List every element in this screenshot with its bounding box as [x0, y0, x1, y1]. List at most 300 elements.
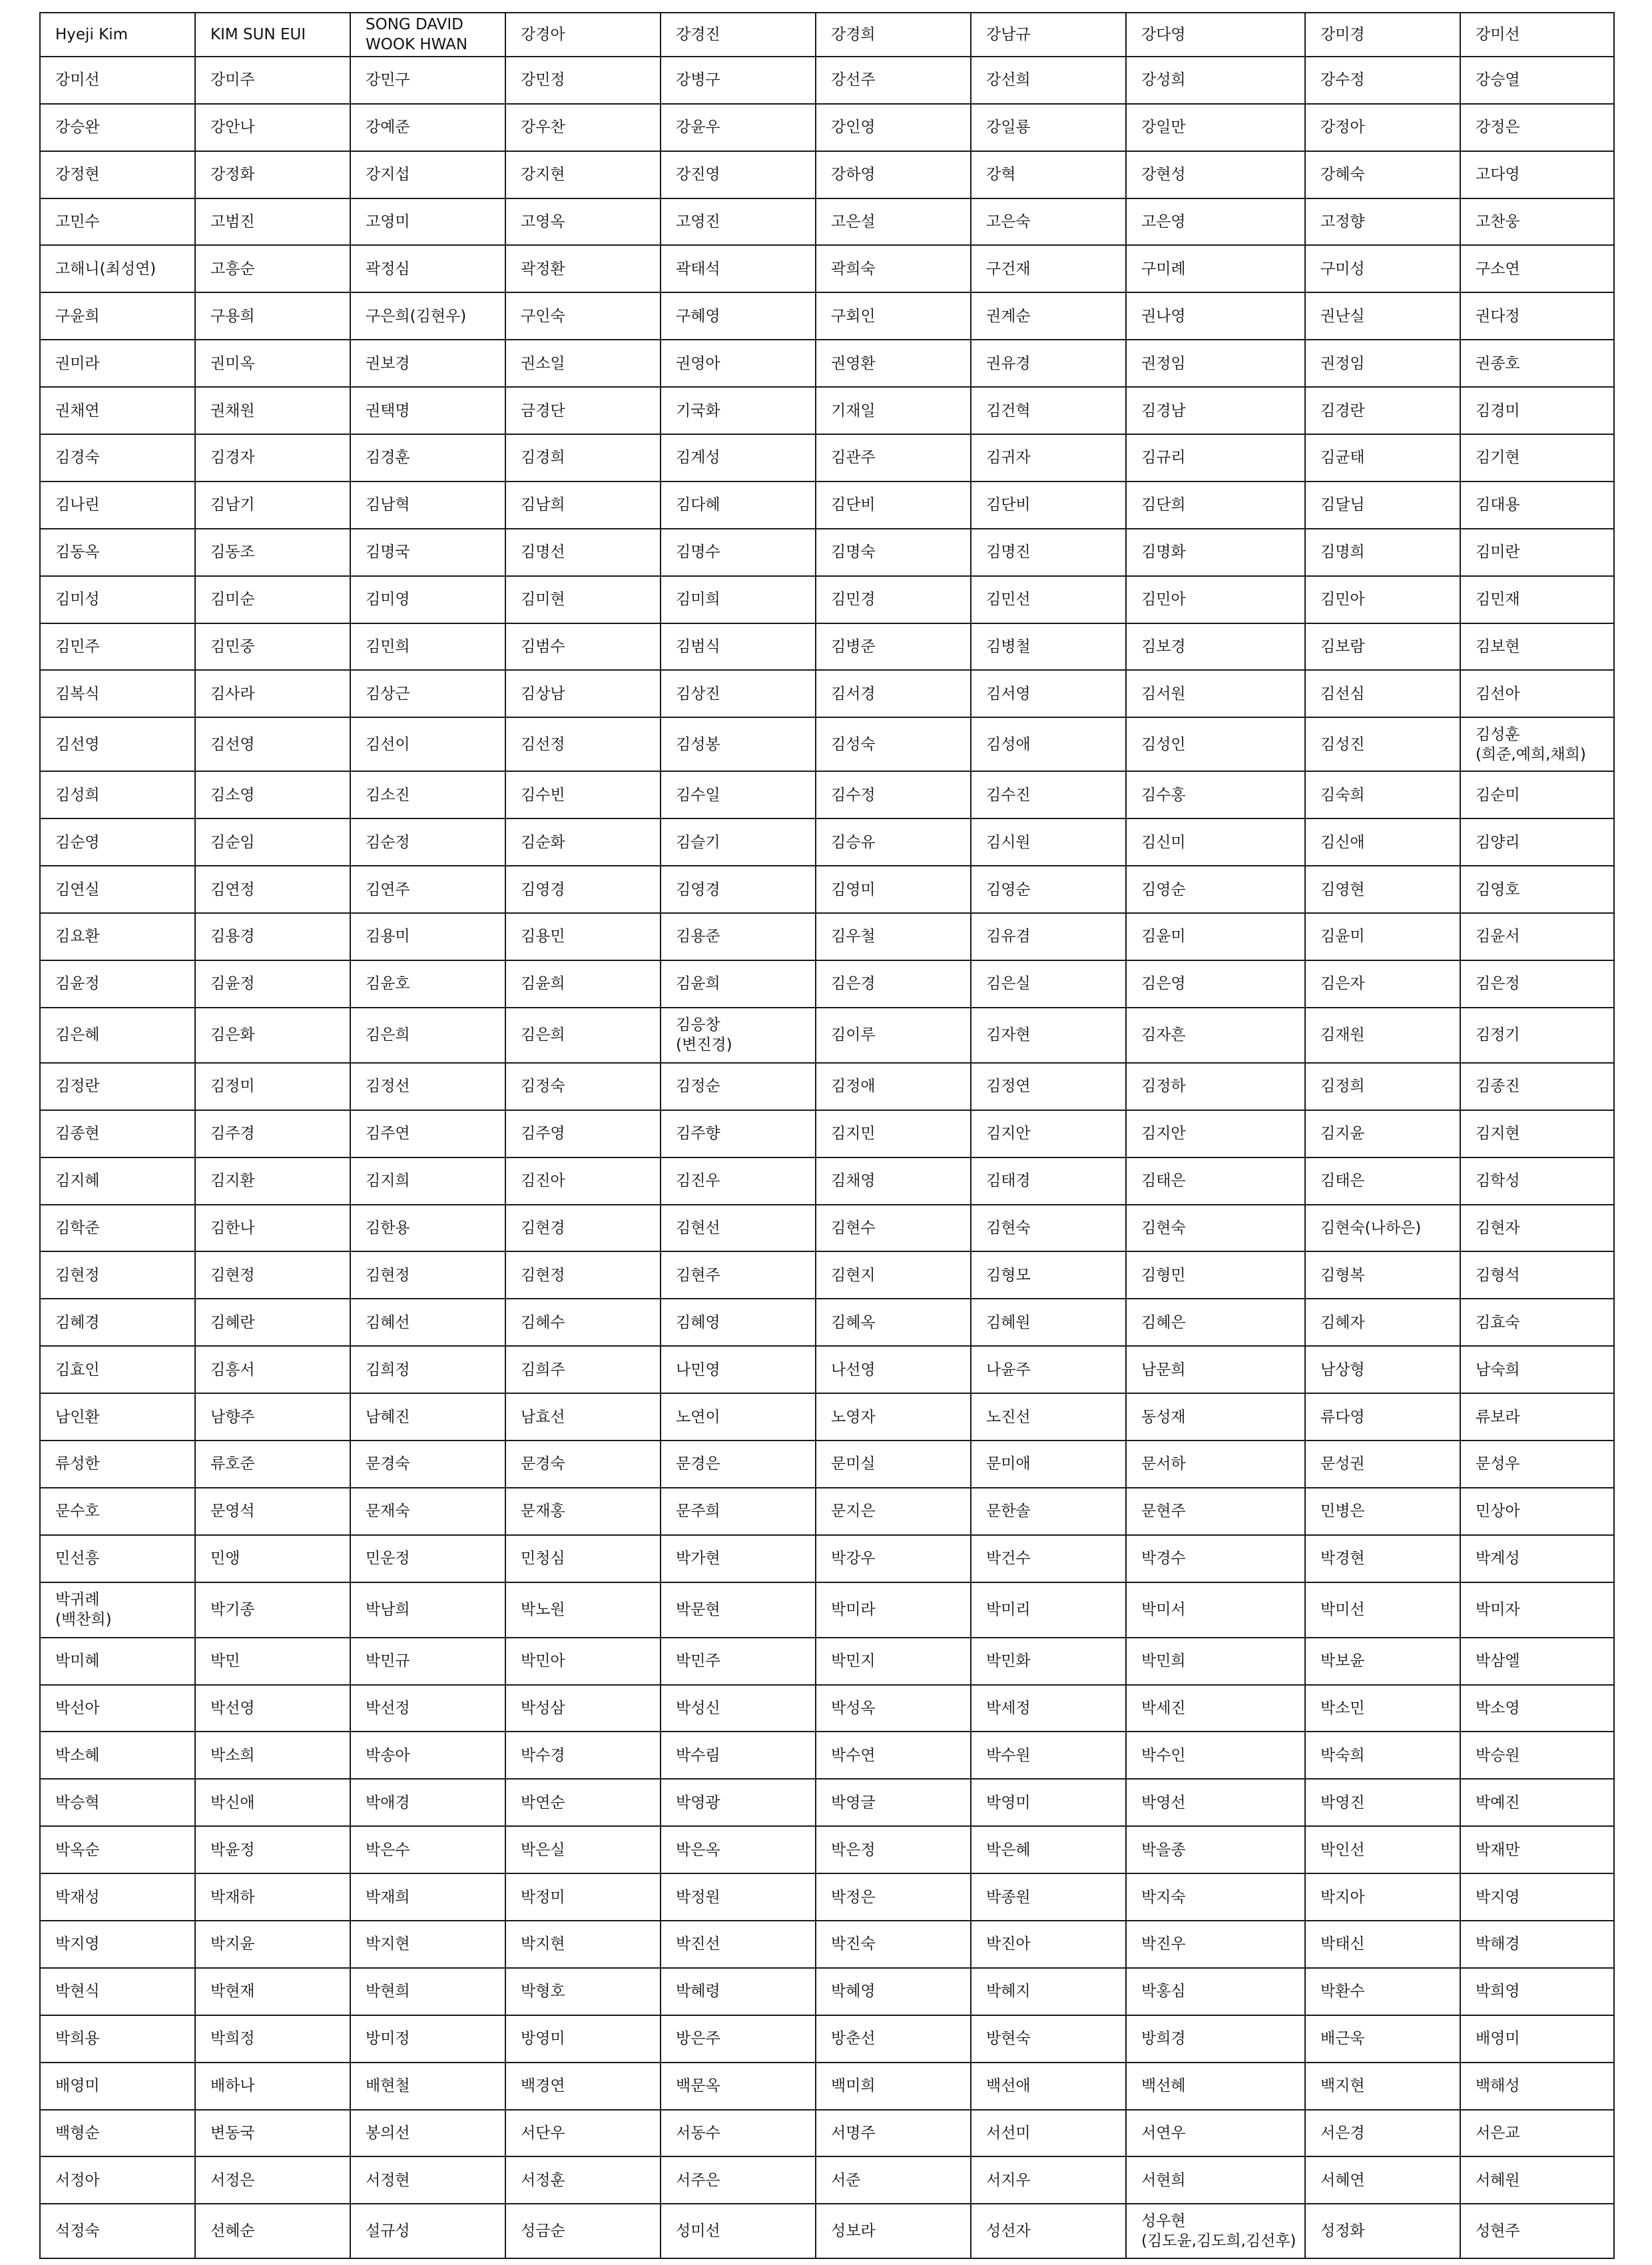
- name-cell: 방현숙: [971, 2015, 1126, 2063]
- table-row: [40, 13, 1614, 57]
- name-cell: 남숙희: [1460, 1346, 1614, 1393]
- table-row: [40, 1535, 1614, 1582]
- table-row: [40, 717, 1614, 771]
- name-cell: 민운정: [350, 1535, 505, 1582]
- name-cell: 백경연: [505, 2063, 661, 2110]
- name-cell: 김은자: [1305, 960, 1460, 1008]
- name-cell: 김순영: [40, 818, 195, 866]
- name-cell: 문미실: [816, 1441, 971, 1488]
- name-cell: 김종현: [40, 1110, 195, 1157]
- name-cell: 박미리: [971, 1582, 1126, 1638]
- name-table: [39, 12, 1615, 2259]
- name-cell: 배근욱: [1305, 2015, 1460, 2063]
- name-cell: 김서원: [1126, 670, 1305, 717]
- name-cell: 박소희: [195, 1732, 350, 1779]
- name-cell: 서동수: [661, 2110, 816, 2157]
- name-cell: 강하영: [816, 151, 971, 198]
- name-cell: 김은희: [350, 1008, 505, 1063]
- name-cell: 고영미: [350, 198, 505, 246]
- name-cell: 김혜선: [350, 1299, 505, 1346]
- table-row: [40, 2156, 1614, 2204]
- name-cell: 김복식: [40, 670, 195, 717]
- name-cell: 김수진: [971, 771, 1126, 818]
- name-cell: 김서영: [971, 670, 1126, 717]
- table-row: [40, 2015, 1614, 2063]
- name-cell: 김은정: [1460, 960, 1614, 1008]
- name-cell: 김민선: [971, 576, 1126, 623]
- name-cell: 김경미: [1460, 387, 1614, 434]
- name-cell: 박삼엘: [1460, 1638, 1614, 1685]
- name-cell: 김경희: [505, 434, 661, 482]
- table-row: [40, 340, 1614, 387]
- name-cell: 김달님: [1305, 482, 1460, 529]
- name-cell: 배현철: [350, 2063, 505, 2110]
- name-cell: 강경진: [661, 13, 816, 57]
- name-cell: 김현숙: [1126, 1205, 1305, 1252]
- name-cell: 권채원: [195, 387, 350, 434]
- name-cell: 박선아: [40, 1685, 195, 1732]
- name-cell: 김미순: [195, 576, 350, 623]
- name-cell: 김정기: [1460, 1008, 1614, 1063]
- name-cell: 박소민: [1305, 1685, 1460, 1732]
- name-cell: 김윤호: [350, 960, 505, 1008]
- name-cell: 방미정: [350, 2015, 505, 2063]
- name-cell: 김형모: [971, 1251, 1126, 1299]
- name-cell: 남효선: [505, 1393, 661, 1441]
- name-cell: 권보경: [350, 340, 505, 387]
- name-cell: 박민화: [971, 1638, 1126, 1685]
- name-cell: 김보경: [1126, 623, 1305, 671]
- table-row: [40, 482, 1614, 529]
- name-cell: 박정원: [661, 1873, 816, 1921]
- name-cell: 김지안: [971, 1110, 1126, 1157]
- name-cell: 김현경: [505, 1205, 661, 1252]
- name-cell: 노영자: [816, 1393, 971, 1441]
- table-row: [40, 1251, 1614, 1299]
- name-cell: 김경훈: [350, 434, 505, 482]
- name-cell: 서지우: [971, 2156, 1126, 2204]
- name-cell: 박민지: [816, 1638, 971, 1685]
- name-cell: 김성인: [1126, 717, 1305, 771]
- name-cell: 김형석: [1460, 1251, 1614, 1299]
- name-cell: 김민중: [195, 623, 350, 671]
- name-cell: 김태은: [1305, 1157, 1460, 1205]
- name-cell: 고민수: [40, 198, 195, 246]
- table-row: [40, 2204, 1614, 2258]
- name-cell: 권미라: [40, 340, 195, 387]
- table-row: [40, 1921, 1614, 1968]
- name-cell: 성금순: [505, 2204, 661, 2258]
- name-cell: 김형복: [1305, 1251, 1460, 1299]
- name-cell: 곽정환: [505, 245, 661, 292]
- name-cell: 박은실: [505, 1826, 661, 1873]
- name-cell: 박민희: [1126, 1638, 1305, 1685]
- table-body: [40, 13, 1614, 2258]
- name-cell: 설규성: [350, 2204, 505, 2258]
- name-cell: 김보현: [1460, 623, 1614, 671]
- name-cell: 김명숙: [816, 529, 971, 576]
- table-row: [40, 913, 1614, 960]
- table-row: [40, 1638, 1614, 1685]
- name-cell: 백미희: [816, 2063, 971, 2110]
- name-cell: 김주향: [661, 1110, 816, 1157]
- name-cell: 김희주: [505, 1346, 661, 1393]
- name-cell: 고정향: [1305, 198, 1460, 246]
- name-cell: 김선아: [1460, 670, 1614, 717]
- name-cell: 강혁: [971, 151, 1126, 198]
- name-cell: 김지희: [350, 1157, 505, 1205]
- name-cell: 박남희: [350, 1582, 505, 1638]
- name-cell: 서명주: [816, 2110, 971, 2157]
- table-row: [40, 198, 1614, 246]
- name-cell: 강민정: [505, 57, 661, 104]
- name-cell: 박현희: [350, 1968, 505, 2015]
- name-cell: 강지현: [505, 151, 661, 198]
- name-cell: 박성신: [661, 1685, 816, 1732]
- name-cell: 김우철: [816, 913, 971, 960]
- name-cell: 김주연: [350, 1110, 505, 1157]
- name-cell: 김현정: [195, 1251, 350, 1299]
- name-cell: 김동조: [195, 529, 350, 576]
- name-cell: 박정미: [505, 1873, 661, 1921]
- name-cell: 권정임: [1305, 340, 1460, 387]
- name-cell: 김균태: [1305, 434, 1460, 482]
- name-cell: 민병은: [1305, 1488, 1460, 1535]
- table-row: [40, 670, 1614, 717]
- name-cell: 서혜연: [1305, 2156, 1460, 2204]
- name-cell: 박문현: [661, 1582, 816, 1638]
- name-cell: 김영경: [505, 866, 661, 913]
- name-cell: 김영순: [1126, 866, 1305, 913]
- name-cell: 박영선: [1126, 1779, 1305, 1826]
- name-cell: 김현선: [661, 1205, 816, 1252]
- name-cell: 김성훈 (희준,예희,채희): [1460, 717, 1614, 771]
- name-cell: 김남혁: [350, 482, 505, 529]
- name-cell: 김경숙: [40, 434, 195, 482]
- name-cell: 박재만: [1460, 1826, 1614, 1873]
- name-cell: 박은수: [350, 1826, 505, 1873]
- name-cell: 권난실: [1305, 292, 1460, 340]
- name-cell: 김지환: [195, 1157, 350, 1205]
- name-cell: 김영현: [1305, 866, 1460, 913]
- name-cell: 강미주: [195, 57, 350, 104]
- name-cell: 박영미: [971, 1779, 1126, 1826]
- name-cell: 나민영: [661, 1346, 816, 1393]
- name-cell: 문재숙: [350, 1488, 505, 1535]
- table-row: [40, 1008, 1614, 1063]
- name-cell: 김영순: [971, 866, 1126, 913]
- name-cell: 김연주: [350, 866, 505, 913]
- name-cell: 석정숙: [40, 2204, 195, 2258]
- name-cell: 백형순: [40, 2110, 195, 2157]
- name-cell: 김민희: [350, 623, 505, 671]
- name-cell: 김상남: [505, 670, 661, 717]
- name-cell: 서정현: [350, 2156, 505, 2204]
- name-cell: 박선영: [195, 1685, 350, 1732]
- name-cell: 김혜자: [1305, 1299, 1460, 1346]
- name-cell: 김흥서: [195, 1346, 350, 1393]
- name-cell: 김자흔: [1126, 1008, 1305, 1063]
- name-cell: 김기현: [1460, 434, 1614, 482]
- name-cell: 김민재: [1460, 576, 1614, 623]
- name-cell: 권나영: [1126, 292, 1305, 340]
- name-cell: 강선희: [971, 57, 1126, 104]
- name-cell: 김현정: [40, 1251, 195, 1299]
- table-row: [40, 960, 1614, 1008]
- name-cell: 김윤정: [195, 960, 350, 1008]
- name-cell: 서은교: [1460, 2110, 1614, 2157]
- name-cell: 김규리: [1126, 434, 1305, 482]
- name-cell: 강정현: [40, 151, 195, 198]
- name-cell: 박애경: [350, 1779, 505, 1826]
- name-cell: 김태경: [971, 1157, 1126, 1205]
- name-cell: 박혜지: [971, 1968, 1126, 2015]
- name-cell: 김남희: [505, 482, 661, 529]
- name-cell: 박세정: [971, 1685, 1126, 1732]
- name-cell: 김선영: [40, 717, 195, 771]
- name-cell: 김선정: [505, 717, 661, 771]
- name-cell: 김대용: [1460, 482, 1614, 529]
- name-cell: 강수정: [1305, 57, 1460, 104]
- table-row: [40, 1873, 1614, 1921]
- name-cell: 김지윤: [1305, 1110, 1460, 1157]
- name-cell: 박재희: [350, 1873, 505, 1921]
- name-cell: 김병철: [971, 623, 1126, 671]
- name-cell: 방영미: [505, 2015, 661, 2063]
- name-cell: 김혜경: [40, 1299, 195, 1346]
- name-cell: 박민: [195, 1638, 350, 1685]
- name-cell: 김태은: [1126, 1157, 1305, 1205]
- name-cell: 권유경: [971, 340, 1126, 387]
- name-cell: 김정희: [1305, 1063, 1460, 1110]
- name-cell: 김은실: [971, 960, 1126, 1008]
- name-cell: 김현수: [816, 1205, 971, 1252]
- name-cell: 김자현: [971, 1008, 1126, 1063]
- name-cell: 방은주: [661, 2015, 816, 2063]
- name-cell: 김슬기: [661, 818, 816, 866]
- name-cell: 박지현: [350, 1921, 505, 1968]
- name-cell: 박윤정: [195, 1826, 350, 1873]
- name-cell: 박보윤: [1305, 1638, 1460, 1685]
- name-cell: 권다정: [1460, 292, 1614, 340]
- name-cell: 문성우: [1460, 1441, 1614, 1488]
- name-cell: 김혜란: [195, 1299, 350, 1346]
- table-row: [40, 818, 1614, 866]
- name-cell: 강진영: [661, 151, 816, 198]
- name-cell: 김선이: [350, 717, 505, 771]
- name-cell: 박영광: [661, 1779, 816, 1826]
- name-cell: 김소진: [350, 771, 505, 818]
- table-row: [40, 1441, 1614, 1488]
- name-cell: 성현주: [1460, 2204, 1614, 2258]
- name-cell: 박지숙: [1126, 1873, 1305, 1921]
- name-cell: 김민경: [816, 576, 971, 623]
- name-cell: 박미자: [1460, 1582, 1614, 1638]
- name-cell: 성미선: [661, 2204, 816, 2258]
- name-cell: 박가현: [661, 1535, 816, 1582]
- name-cell: 구용희: [195, 292, 350, 340]
- table-row: [40, 387, 1614, 434]
- name-cell: 박해경: [1460, 1921, 1614, 1968]
- name-cell: 강일룡: [971, 104, 1126, 151]
- table-row: [40, 2110, 1614, 2157]
- name-cell: 김지안: [1126, 1110, 1305, 1157]
- name-cell: 구인숙: [505, 292, 661, 340]
- name-cell: 김윤희: [661, 960, 816, 1008]
- name-cell: 고은영: [1126, 198, 1305, 246]
- name-cell: 봉의선: [350, 2110, 505, 2157]
- name-cell: 박예진: [1460, 1779, 1614, 1826]
- name-cell: 구미성: [1305, 245, 1460, 292]
- name-cell: 김윤희: [505, 960, 661, 1008]
- name-cell: 고흥순: [195, 245, 350, 292]
- table-row: [40, 1157, 1614, 1205]
- table-row: [40, 771, 1614, 818]
- name-cell: 박미혜: [40, 1638, 195, 1685]
- name-cell: 백해성: [1460, 2063, 1614, 2110]
- name-cell: 박혜영: [816, 1968, 971, 2015]
- name-cell: 박미라: [816, 1582, 971, 1638]
- name-cell: 박계성: [1460, 1535, 1614, 1582]
- name-cell: 김성진: [1305, 717, 1460, 771]
- name-cell: 서주은: [661, 2156, 816, 2204]
- name-cell: 김혜수: [505, 1299, 661, 1346]
- name-cell: 구혜영: [661, 292, 816, 340]
- name-cell: 김혜원: [971, 1299, 1126, 1346]
- table-row: [40, 1488, 1614, 1535]
- name-cell: 박을종: [1126, 1826, 1305, 1873]
- name-cell: 김명국: [350, 529, 505, 576]
- name-cell: Hyeji Kim: [40, 13, 195, 57]
- name-cell: 류성한: [40, 1441, 195, 1488]
- name-cell: 김순임: [195, 818, 350, 866]
- name-cell: 김현숙(나하은): [1305, 1205, 1460, 1252]
- name-cell: 김지민: [816, 1110, 971, 1157]
- name-cell: 박경수: [1126, 1535, 1305, 1582]
- name-cell: 김학성: [1460, 1157, 1614, 1205]
- name-cell: 김순화: [505, 818, 661, 866]
- name-cell: 권영아: [661, 340, 816, 387]
- name-cell: 고영진: [661, 198, 816, 246]
- name-cell: 박재하: [195, 1873, 350, 1921]
- name-cell: 강지섭: [350, 151, 505, 198]
- table-row: [40, 104, 1614, 151]
- name-cell: 박지영: [1460, 1873, 1614, 1921]
- table-row: [40, 434, 1614, 482]
- name-cell: 권택명: [350, 387, 505, 434]
- name-cell: 김응창 (변진경): [661, 1008, 816, 1063]
- name-cell: 박형호: [505, 1968, 661, 2015]
- name-cell: 강윤우: [661, 104, 816, 151]
- name-cell: 박송아: [350, 1732, 505, 1779]
- name-cell: 서정아: [40, 2156, 195, 2204]
- name-cell: 고다영: [1460, 151, 1614, 198]
- name-cell: 박은정: [816, 1826, 971, 1873]
- name-cell: 김단비: [971, 482, 1126, 529]
- name-cell: 백선혜: [1126, 2063, 1305, 2110]
- name-cell: 김현자: [1460, 1205, 1614, 1252]
- name-cell: 김정하: [1126, 1063, 1305, 1110]
- name-cell: 박민아: [505, 1638, 661, 1685]
- name-cell: 김다혜: [661, 482, 816, 529]
- name-cell: 김수빈: [505, 771, 661, 818]
- name-cell: 김병준: [816, 623, 971, 671]
- name-cell: 김재원: [1305, 1008, 1460, 1063]
- name-cell: 김귀자: [971, 434, 1126, 482]
- name-cell: 김민아: [1305, 576, 1460, 623]
- name-cell: 박옥순: [40, 1826, 195, 1873]
- name-cell: 문경은: [661, 1441, 816, 1488]
- name-cell: 곽정심: [350, 245, 505, 292]
- name-cell: 박진우: [1126, 1921, 1305, 1968]
- name-cell: 백지현: [1305, 2063, 1460, 2110]
- name-cell: 김진아: [505, 1157, 661, 1205]
- name-cell: 박지윤: [195, 1921, 350, 1968]
- name-cell: 권미옥: [195, 340, 350, 387]
- name-cell: 나선영: [816, 1346, 971, 1393]
- name-cell: 배영미: [40, 2063, 195, 2110]
- name-cell: 박진선: [661, 1921, 816, 1968]
- name-cell: 박종원: [971, 1873, 1126, 1921]
- name-cell: 성보라: [816, 2204, 971, 2258]
- name-cell: 김은화: [195, 1008, 350, 1063]
- name-cell: 박연순: [505, 1779, 661, 1826]
- name-cell: 선혜순: [195, 2204, 350, 2258]
- name-cell: 김희정: [350, 1346, 505, 1393]
- name-cell: 김단희: [1126, 482, 1305, 529]
- name-cell: 박귀례 (백찬희): [40, 1582, 195, 1638]
- name-cell: 김정애: [816, 1063, 971, 1110]
- name-cell: 김경자: [195, 434, 350, 482]
- name-cell: 김은희: [505, 1008, 661, 1063]
- name-cell: 김영경: [661, 866, 816, 913]
- name-cell: 강남규: [971, 13, 1126, 57]
- name-cell: 박환수: [1305, 1968, 1460, 2015]
- name-cell: 김미영: [350, 576, 505, 623]
- name-cell: 문주희: [661, 1488, 816, 1535]
- name-cell: 김상근: [350, 670, 505, 717]
- name-cell: 박신애: [195, 1779, 350, 1826]
- name-cell: 김소영: [195, 771, 350, 818]
- name-cell: 박수림: [661, 1732, 816, 1779]
- name-cell: 박세진: [1126, 1685, 1305, 1732]
- name-cell: 민앵: [195, 1535, 350, 1582]
- name-cell: 김수정: [816, 771, 971, 818]
- name-cell: 박선정: [350, 1685, 505, 1732]
- name-cell: 김미성: [40, 576, 195, 623]
- table-row: [40, 529, 1614, 576]
- name-cell: 김명화: [1126, 529, 1305, 576]
- name-cell: 고영옥: [505, 198, 661, 246]
- name-cell: 박미선: [1305, 1582, 1460, 1638]
- name-cell: 박기종: [195, 1582, 350, 1638]
- name-cell: 서혜원: [1460, 2156, 1614, 2204]
- name-cell: 김용준: [661, 913, 816, 960]
- name-cell: 김수일: [661, 771, 816, 818]
- name-cell: 강미선: [1460, 13, 1614, 57]
- name-cell: 남상형: [1305, 1346, 1460, 1393]
- name-cell: 김정연: [971, 1063, 1126, 1110]
- table-row: [40, 1063, 1614, 1110]
- name-cell: 김순미: [1460, 771, 1614, 818]
- name-cell: 박강우: [816, 1535, 971, 1582]
- table-row: [40, 1346, 1614, 1393]
- name-cell: 김민주: [40, 623, 195, 671]
- name-cell: 구미례: [1126, 245, 1305, 292]
- name-cell: 김성숙: [816, 717, 971, 771]
- table-row: [40, 866, 1614, 913]
- name-cell: 고은숙: [971, 198, 1126, 246]
